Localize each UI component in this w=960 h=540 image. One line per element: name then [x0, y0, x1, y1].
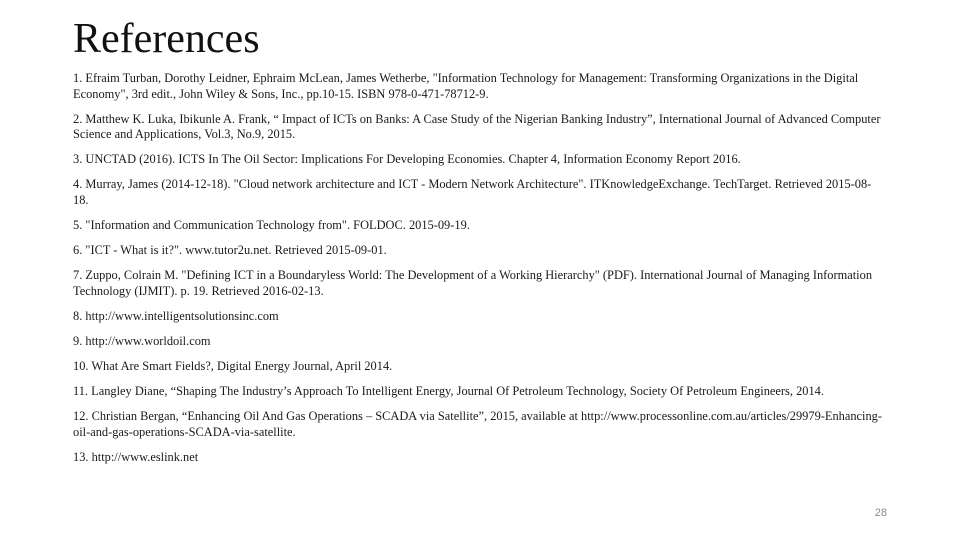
reference-item: 11. Langley Diane, “Shaping The Industry’s Approach To Intelligent Energy, Journal Of Petroleum Technology, Society Of Petroleum Engineers, 2014.: [73, 383, 824, 398]
reference-item: 7. Zuppo, Colrain M. "Defining ICT in a Boundaryless World: The Development of a Working Hierarchy" (PDF). International Journal of Managing Information Technology (IJMIT). p. 19. Retrieved 2016-02-13.: [73, 268, 873, 298]
page-number: 28: [874, 507, 887, 519]
reference-item: 10. What Are Smart Fields?, Digital Energy Journal, April 2014.: [73, 358, 393, 373]
reference-list: [73, 71, 885, 475]
reference-item: 1. Efraim Turban, Dorothy Leidner, Ephraim McLean, James Wetherbe, "Information Technology for Management: Transforming Organizations in the Digital Economy", 3rd edit., John Wiley & Sons, Inc., pp.10-15. ISBN 978-0-471-78712-9.: [73, 71, 859, 101]
reference-item: 13. http://www.eslink.net: [73, 449, 199, 464]
reference-item: 3. UNCTAD (2016). ICTS In The Oil Sector: Implications For Developing Economies. Chapter 4, Information Economy Report 2016.: [73, 152, 741, 167]
slide-title: References: [73, 16, 260, 62]
reference-item: 2. Matthew K. Luka, Ibikunle A. Frank, “ Impact of ICTs on Banks: A Case Study of the Nigerian Banking Industry”, International Journal of Advanced Computer Science and Applications, Vol.3, No.9, 2015.: [73, 111, 881, 142]
reference-item: 6. "ICT - What is it?". www.tutor2u.net. Retrieved 2015-09-01.: [73, 242, 387, 257]
reference-item: 8. http://www.intelligentsolutionsinc.com: [73, 308, 279, 323]
reference-item: 12. Christian Bergan, “Enhancing Oil And Gas Operations – SCADA via Satellite”, 2015, available at http://www.processonline.com.au/articles/29979-Enhancing-oil-and-gas-operations-SCADA-via-satellite.: [73, 409, 883, 439]
reference-item: 5. "Information and Communication Technology from". FOLDOC. 2015-09-19.: [73, 217, 470, 232]
reference-item: 9. http://www.worldoil.com: [73, 333, 211, 348]
reference-item: 4. Murray, James (2014-12-18). "Cloud network architecture and ICT - Modern Network Architecture". ITKnowledgeExchange. TechTarget. Retrieved 2015-08-18.: [73, 177, 872, 207]
